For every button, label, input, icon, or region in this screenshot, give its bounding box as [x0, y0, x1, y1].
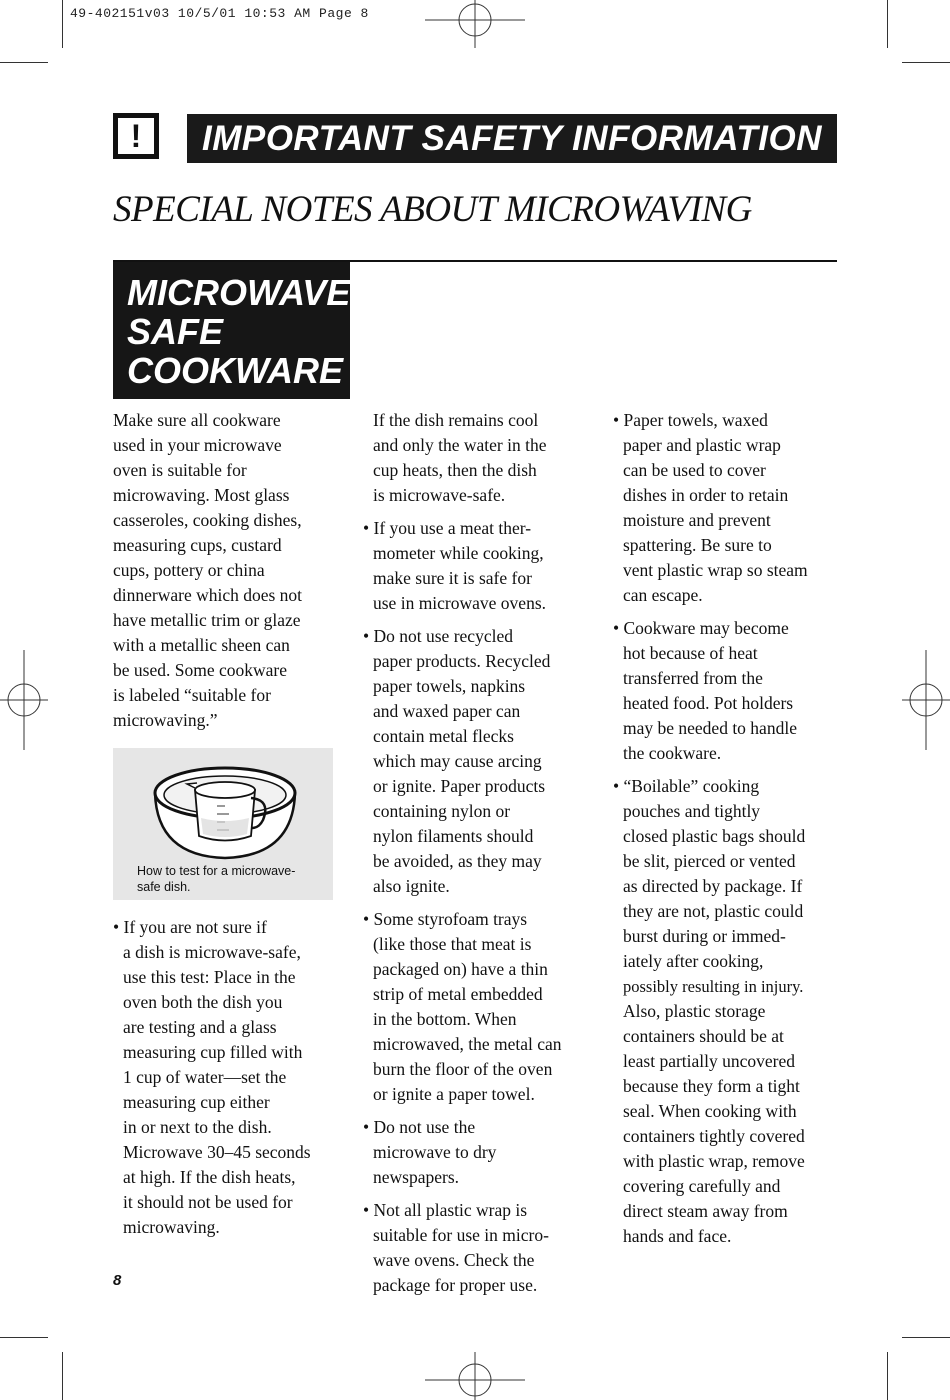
section-label-line: SAFE: [127, 311, 224, 352]
bullet-plastic-wrap: • Not all plastic wrap is suitable for use in micro- wave ovens. Check the package for proper use.: [363, 1200, 549, 1295]
column-1: [113, 408, 345, 733]
registration-mark-right: [902, 650, 950, 750]
column-2: [363, 408, 595, 1298]
microwave-test-figure: [113, 748, 333, 900]
bullet-hot-cookware: • Cookware may become hot because of heat transferred from the heated food. Pot holders may be needed to handle the cookware.: [613, 618, 797, 763]
registration-mark-top: [425, 0, 525, 48]
bowl-with-measuring-cup-illustration: [113, 748, 333, 863]
bullet-styrofoam-trays: • Some styrofoam trays (like those that meat is packaged on) have a thin strip of metal embedded in the bottom. When microwaved, the metal can burn the floor of the oven or ignite a paper towel.: [363, 909, 562, 1104]
registration-mark-bottom: [425, 1352, 525, 1400]
dish-test-continued: If the dish remains cool and only the water in the cup heats, then the dish is microwave-safe.: [373, 410, 547, 505]
column-1-bullets: [113, 915, 345, 1240]
registration-mark-left: [0, 650, 48, 750]
exclamation-icon: !: [118, 118, 154, 154]
bullet-boilable-pouches: • “Boilable” cooking pouches and tightly closed plastic bags should be slit, pierced or vented as directed by package. If they are not, plastic could burst during or immed- iately after cooking, possibly resulting in injury. Also, plastic storage containers should be at least partially uncovered because they form a tight seal. When cooking with containers tightly covered with plastic wrap, remove covering carefully and direct steam away from hands and face.: [613, 776, 806, 1246]
section-label: [113, 262, 363, 399]
bullet-newspapers: • Do not use the microwave to dry newspapers.: [363, 1117, 497, 1187]
column-3: [613, 408, 841, 1249]
bullet-dish-test: • If you are not sure if a dish is microwave-safe, use this test: Place in the oven both the dish you are testing and a glass measuring cup filled with 1 cup of water—set the measuring cup either in or next to the dish. Microwave 30–45 seconds at high. If the dish heats, it should not be used for microwaving.: [113, 917, 311, 1237]
figure-caption: How to test for a microwave- safe dish.: [137, 864, 296, 894]
warning-icon: [113, 113, 159, 159]
page-number: 8: [113, 1272, 122, 1289]
bullet-meat-thermometer: • If you use a meat ther- mometer while cooking, make sure it is safe for use in microwave ovens.: [363, 518, 547, 613]
intro-paragraph: Make sure all cookware used in your microwave oven is suitable for microwaving. Most glass casseroles, cooking dishes, measuring cups, custard cups, pottery or china dinnerware which does not have metallic trim or glaze with a metallic sheen can be used. Some cookware is labeled “suitable for microwaving.”: [113, 410, 303, 730]
safety-banner: IMPORTANT SAFETY INFORMATION: [187, 114, 837, 163]
print-slug: 49-402151v03 10/5/01 10:53 AM Page 8: [70, 6, 369, 21]
page-subtitle: SPECIAL NOTES ABOUT MICROWAVING: [113, 189, 752, 230]
section-label-line: COOKWARE: [127, 350, 343, 391]
section-label-line: MICROWAVE-: [127, 272, 363, 313]
bullet-recycled-paper: • Do not use recycled paper products. Recycled paper towels, napkins and waxed paper can contain metal flecks which may cause arcing or ignite. Paper products containing nylon or nylon filaments should be avoided, as they may also ignite.: [363, 626, 551, 896]
bullet-paper-towels: • Paper towels, waxed paper and plastic wrap can be used to cover dishes in order to retain moisture and prevent spattering. Be sure to vent plastic wrap so steam can escape.: [613, 410, 808, 605]
